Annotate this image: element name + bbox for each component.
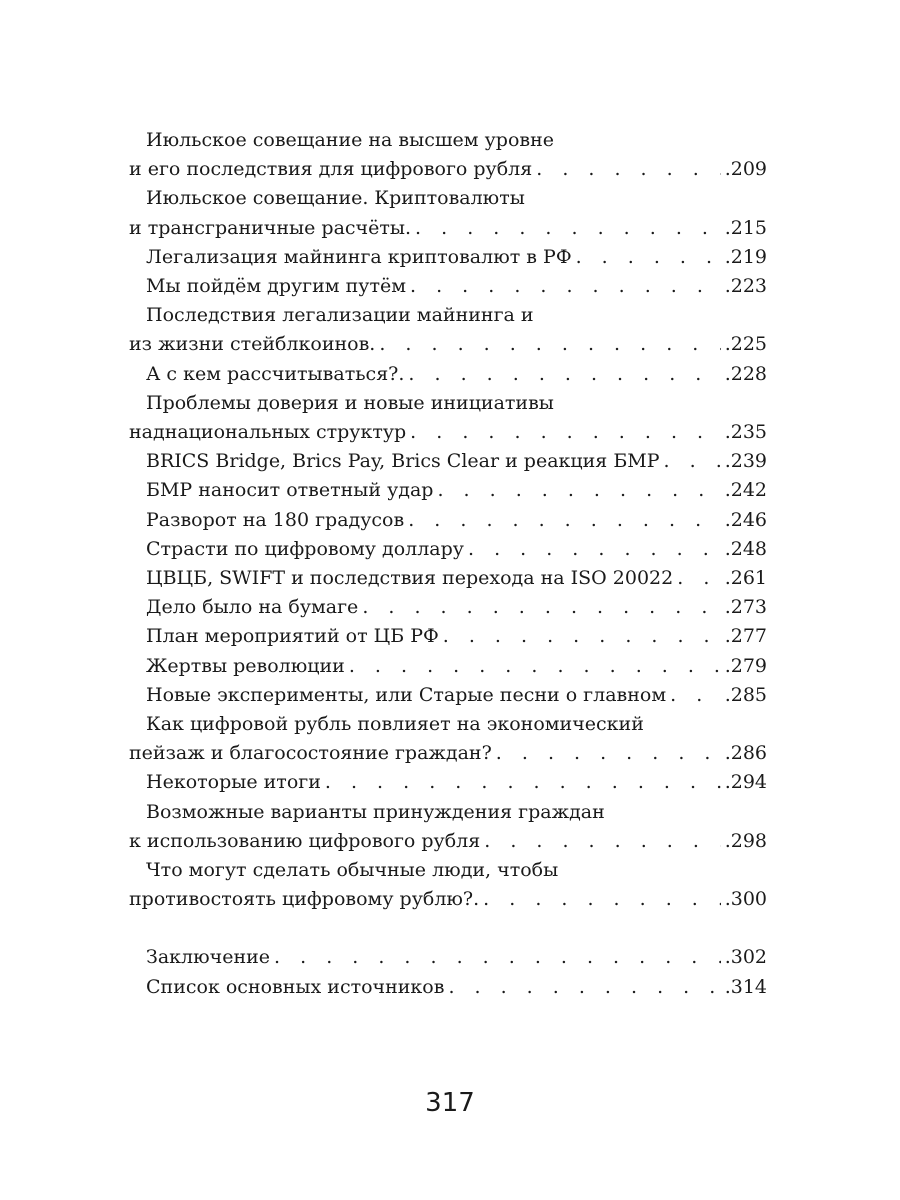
- toc-page-number: .215: [724, 216, 767, 239]
- toc-page-number: .300: [724, 888, 767, 911]
- toc-entry-title: Мы пойдём другим путём: [146, 275, 406, 298]
- toc-entry-line: [129, 272, 767, 301]
- toc-entry[interactable]: [129, 681, 767, 710]
- toc-entry-title: Легализация майнинга криптовалют в РФ: [146, 245, 572, 268]
- toc-entry-line: [129, 593, 767, 622]
- toc-entry-line: [129, 506, 767, 535]
- toc-entry[interactable]: [129, 272, 767, 301]
- dot-leader: [415, 214, 721, 243]
- dot-leader: [349, 652, 721, 681]
- dot-leader: [325, 768, 721, 797]
- toc-page-number: .219: [724, 245, 767, 268]
- toc-entry[interactable]: [129, 243, 767, 272]
- toc-entry[interactable]: [129, 360, 767, 389]
- toc-entry-line: [129, 155, 767, 184]
- toc-entry[interactable]: [129, 593, 767, 622]
- toc-entry-title: противостоять цифровому рублю?.: [129, 888, 480, 911]
- toc-entry-title: Последствия легализации майнинга и: [146, 304, 534, 327]
- toc-entry-line: [129, 885, 767, 914]
- toc-entry-line: [129, 418, 767, 447]
- toc-page-number: .286: [724, 742, 767, 765]
- toc-page-number: .246: [724, 508, 767, 531]
- toc-entry-title: Июльское совещание на высшем уровне: [146, 129, 554, 151]
- toc-page-number: .228: [724, 362, 767, 385]
- toc-entry-line: [129, 214, 767, 243]
- toc-page-number: .248: [724, 537, 767, 560]
- toc-entry-line: [129, 768, 767, 797]
- toc-group-backmatter: [129, 943, 767, 1001]
- toc-entry-title: Июльское совещание. Криптовалюты: [146, 187, 525, 210]
- toc-page-number: .239: [724, 450, 767, 473]
- toc-group-chapters: [129, 126, 767, 914]
- toc-page-number: .242: [724, 479, 767, 502]
- toc-entry[interactable]: [129, 856, 767, 914]
- toc-entry-title: Возможные варианты принуждения граждан: [146, 800, 605, 823]
- toc-entry-line: [129, 564, 767, 593]
- toc-entry-title: к использованию цифрового рубля: [129, 829, 481, 852]
- toc-entry[interactable]: [129, 447, 767, 476]
- toc-entry-line: [129, 389, 767, 418]
- toc-page-number: .294: [724, 771, 767, 794]
- toc-entry-title: А с кем рассчитываться?.: [146, 362, 405, 385]
- dot-leader: [484, 827, 720, 856]
- toc-entry-line: [129, 681, 767, 710]
- toc-entry[interactable]: [129, 476, 767, 505]
- toc-entry-line: [129, 827, 767, 856]
- toc-entry-title: наднациональных структур: [129, 421, 407, 444]
- toc-entry-title: Некоторые итоги: [146, 771, 321, 794]
- dot-leader: [664, 447, 721, 476]
- toc-entry-title: Жертвы революции: [146, 654, 345, 677]
- toc-entry-title: и его последствия для цифрового рубля: [129, 158, 533, 181]
- toc-entry[interactable]: [129, 535, 767, 564]
- toc-page-number: .235: [724, 421, 767, 444]
- toc-page-number: .298: [724, 829, 767, 852]
- dot-leader: [483, 885, 721, 914]
- toc-entry-line: [129, 301, 767, 330]
- toc-entry-line: [129, 798, 767, 827]
- page-number: 317: [425, 1088, 475, 1118]
- toc-entry-line: [129, 943, 767, 972]
- toc-entry-line: [129, 360, 767, 389]
- toc-entry-title: Заключение: [146, 946, 271, 969]
- toc-entry-title: Разворот на 180 градусов: [146, 508, 405, 531]
- toc-entry-title: ЦВЦБ, SWIFT и последствия перехода на ISO 20022: [146, 567, 674, 590]
- dot-leader: [362, 593, 720, 622]
- dot-leader: [443, 622, 721, 651]
- toc-gap: [129, 914, 767, 943]
- toc-entry[interactable]: [129, 301, 767, 359]
- dot-leader: [670, 681, 721, 710]
- toc-page-number: .209: [724, 158, 767, 181]
- toc-page-number: .261: [724, 567, 767, 590]
- toc-page-number: .273: [724, 596, 767, 619]
- dot-leader: [468, 535, 721, 564]
- toc-entry-title: Как цифровой рубль повлияет на экономический: [146, 713, 644, 736]
- toc-entry[interactable]: [129, 622, 767, 651]
- toc-entry-line: [129, 535, 767, 564]
- toc-entry[interactable]: [129, 126, 767, 184]
- toc-entry-title: Что могут сделать обычные люди, чтобы: [146, 859, 559, 882]
- toc-entry-title: пейзаж и благосостояние граждан?: [129, 742, 492, 765]
- dot-leader: [576, 243, 721, 272]
- toc-entry-title: Страсти по цифровому доллару: [146, 537, 464, 560]
- toc-entry[interactable]: [129, 768, 767, 797]
- toc-entry-line: [129, 739, 767, 768]
- toc-entry-title: Дело было на бумаге: [146, 596, 359, 619]
- toc-entry-line: [129, 856, 767, 885]
- toc-page-number: .302: [724, 946, 767, 969]
- toc-entry-title: и трансграничные расчёты.: [129, 216, 412, 239]
- toc-entry[interactable]: [129, 184, 767, 242]
- toc-entry[interactable]: [129, 389, 767, 447]
- toc-entry-line: [129, 243, 767, 272]
- dot-leader: [536, 155, 720, 184]
- toc-entry-line: [129, 710, 767, 739]
- toc-entry[interactable]: [129, 973, 767, 1002]
- toc-entry[interactable]: [129, 564, 767, 593]
- dot-leader: [410, 418, 721, 447]
- toc-entry[interactable]: [129, 798, 767, 856]
- toc-entry-title: Список основных источников: [146, 975, 445, 998]
- toc-entry[interactable]: [129, 943, 767, 972]
- dot-leader: [448, 973, 720, 1002]
- dot-leader: [408, 360, 720, 389]
- dot-leader: [496, 739, 721, 768]
- toc-page-number: .225: [724, 333, 767, 356]
- toc-page-number: .314: [724, 975, 767, 998]
- table-of-contents: [129, 126, 767, 1002]
- dot-leader: [410, 272, 721, 301]
- toc-entry[interactable]: [129, 506, 767, 535]
- toc-page-number: .223: [724, 275, 767, 298]
- toc-page-number: .277: [724, 625, 767, 648]
- toc-entry-title: Проблемы доверия и новые инициативы: [146, 391, 554, 414]
- dot-leader: [437, 476, 720, 505]
- toc-entry-title: BRICS Bridge, Brics Pay, Brics Clear и реакция БМР: [146, 450, 660, 473]
- toc-page-number: .279: [724, 654, 767, 677]
- dot-leader: [379, 330, 720, 359]
- toc-page-number: .285: [724, 683, 767, 706]
- toc-entry-line: [129, 973, 767, 1002]
- toc-entry[interactable]: [129, 710, 767, 768]
- dot-leader: [408, 506, 720, 535]
- toc-entry-title: Новые эксперименты, или Старые песни о главном: [146, 683, 667, 706]
- toc-entry-line: [129, 184, 767, 213]
- dot-leader: [274, 943, 721, 972]
- toc-entry-title: из жизни стейблкоинов.: [129, 333, 376, 356]
- toc-entry-line: [129, 622, 767, 651]
- toc-entry-title: План мероприятий от ЦБ РФ: [146, 625, 439, 648]
- dot-leader: [677, 564, 720, 593]
- toc-entry-line: [129, 476, 767, 505]
- toc-entry[interactable]: [129, 652, 767, 681]
- toc-entry-line: [129, 126, 767, 155]
- toc-entry-line: [129, 330, 767, 359]
- toc-entry-line: [129, 447, 767, 476]
- toc-entry-line: [129, 652, 767, 681]
- toc-entry-title: БМР наносит ответный удар: [146, 479, 434, 502]
